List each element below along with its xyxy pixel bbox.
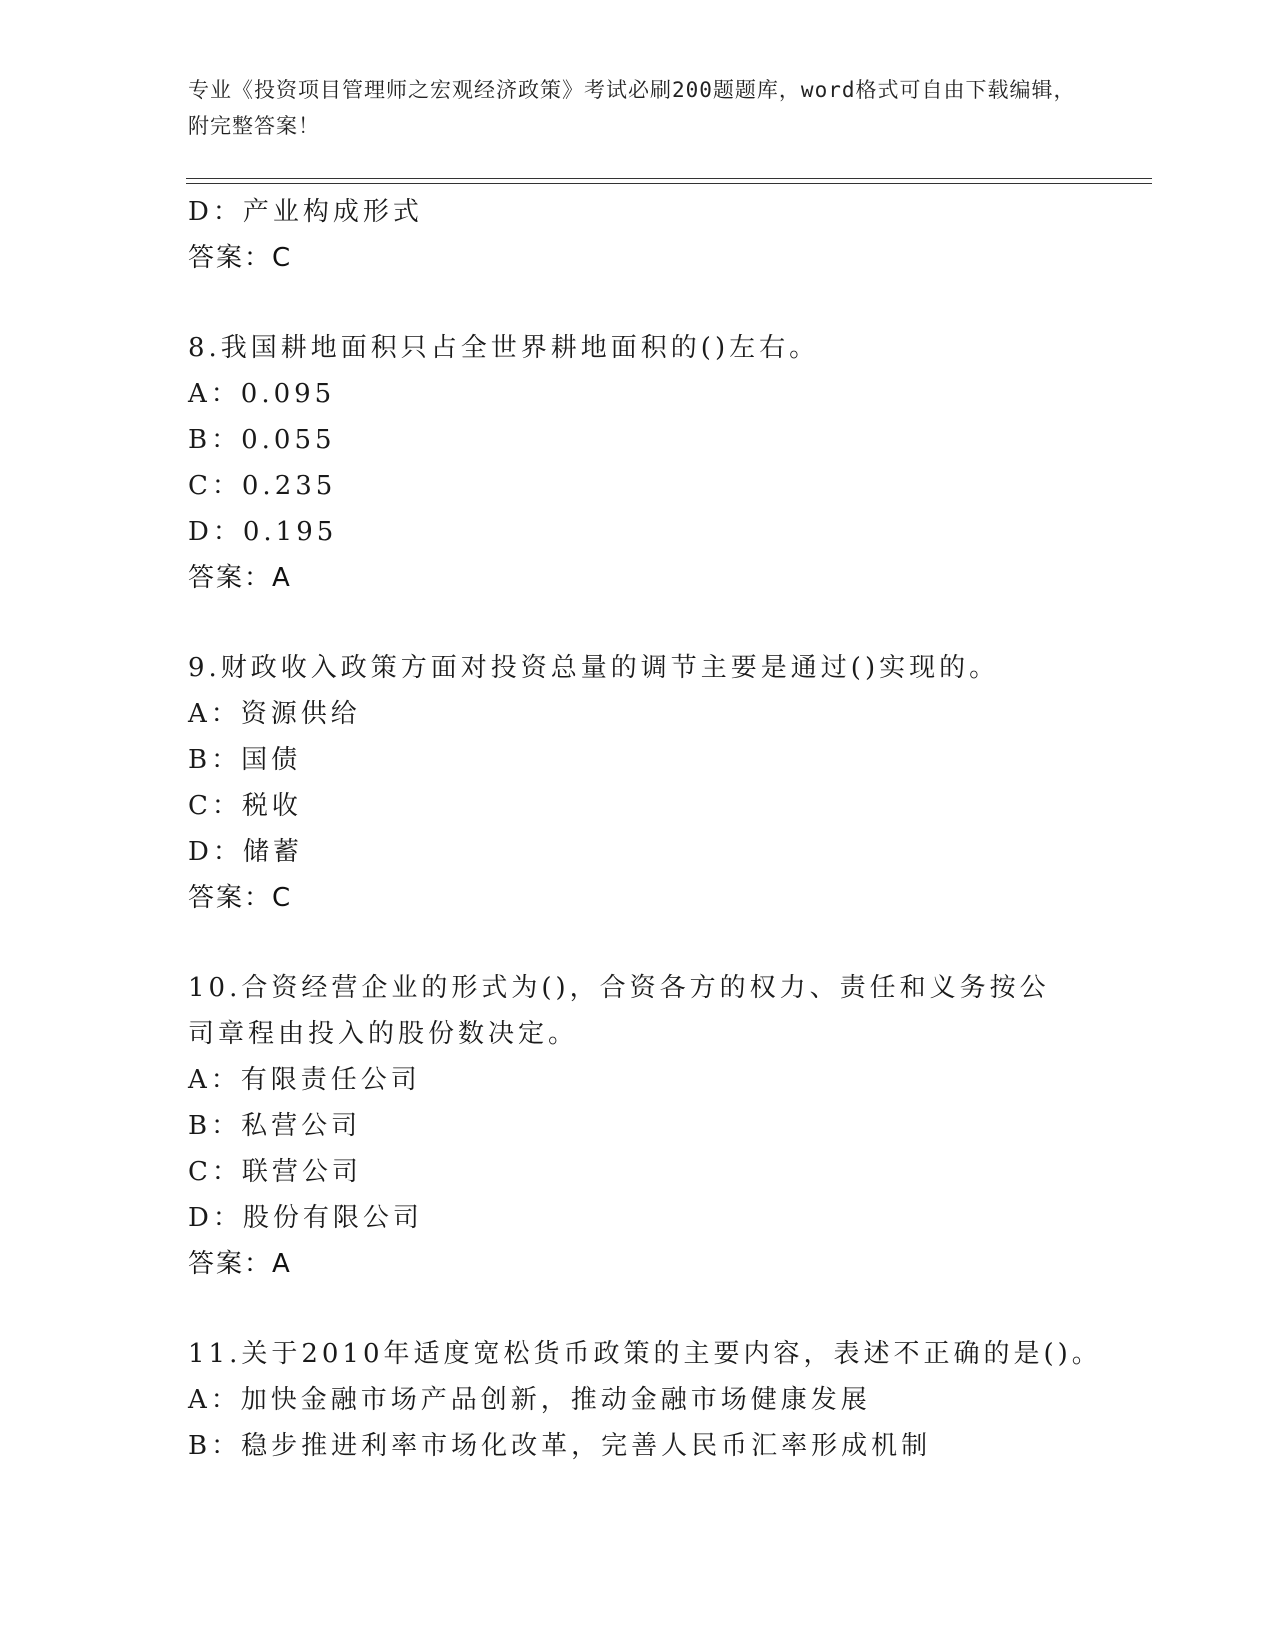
q8-answer: 答案：A (188, 563, 292, 593)
q10-option-c: C：联营公司 (188, 1157, 362, 1187)
q9-option-a: A：资源供给 (188, 699, 361, 729)
q10-option-d: D：股份有限公司 (188, 1203, 423, 1233)
document-header: 专业《投资项目管理师之宏观经济政策》考试必刷200题题库，word格式可自由下载编辑，附完整答案！ (188, 78, 1076, 138)
q10-question: 10.合资经营企业的形式为()，合资各方的权力、责任和义务按公司章程由投入的股份数决定。 (188, 973, 1050, 1049)
q9-option-b: B：国债 (188, 745, 302, 775)
header-divider-top (186, 178, 1152, 179)
q8-option-a: A：0.095 (188, 379, 336, 409)
spacer (188, 1287, 1088, 1331)
header-divider-bottom (186, 183, 1152, 184)
q9-question: 9.财政收入政策方面对投资总量的调节主要是通过()实现的。 (188, 653, 1000, 683)
spacer (188, 281, 1088, 325)
q9-option-c: C：税收 (188, 791, 302, 821)
question-list (188, 189, 1102, 1469)
q8-question: 8.我国耕地面积只占全世界耕地面积的()左右。 (188, 333, 820, 363)
q8-option-d: D：0.195 (188, 517, 338, 547)
q9-option-d: D：储蓄 (188, 837, 303, 867)
q10-answer: 答案：A (188, 1249, 292, 1279)
spacer (188, 921, 1088, 965)
q7-answer: 答案：C (188, 243, 293, 273)
q8-option-b: B：0.055 (188, 425, 336, 455)
q10-option-b: B：私营公司 (188, 1111, 362, 1141)
q7-option-d: D：产业构成形式 (188, 197, 423, 227)
q9-answer: 答案：C (188, 883, 293, 913)
q10-option-a: A：有限责任公司 (188, 1065, 421, 1095)
spacer (188, 601, 1088, 645)
q8-option-c: C：0.235 (188, 471, 337, 501)
q11-option-b: B：稳步推进利率市场化改革，完善人民币汇率形成机制 (188, 1431, 932, 1461)
q11-question: 11.关于2010年适度宽松货币政策的主要内容，表述不正确的是()。 (188, 1339, 1102, 1369)
q11-option-a: A：加快金融市场产品创新，推动金融市场健康发展 (188, 1385, 871, 1415)
